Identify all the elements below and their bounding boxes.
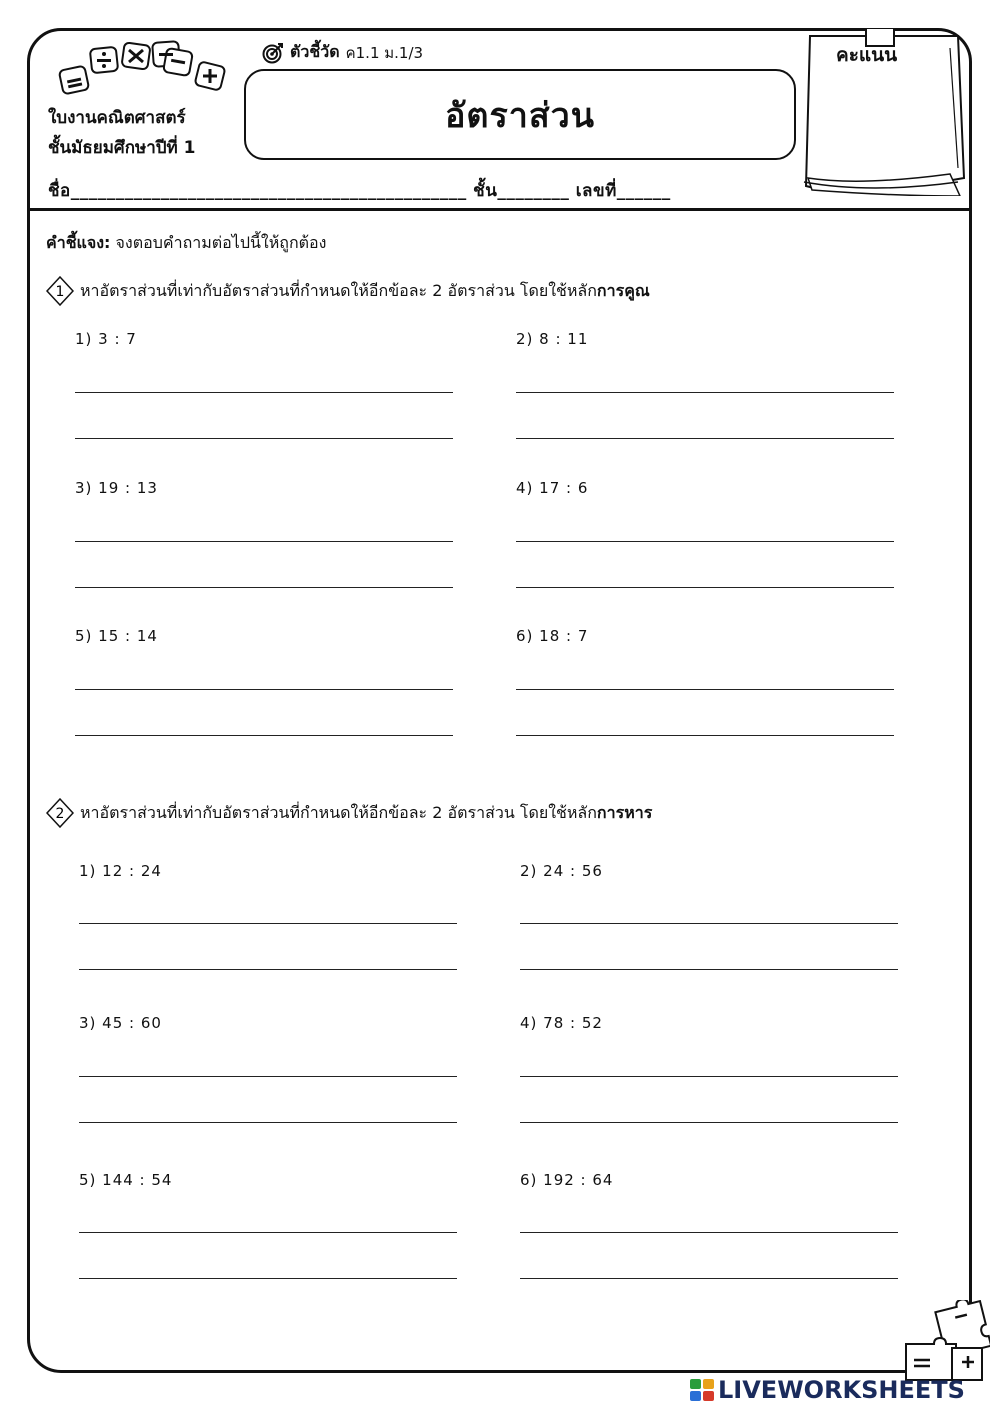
- problem-2-1: 1) 12 : 24: [79, 862, 162, 880]
- answer-line[interactable]: [520, 1122, 898, 1123]
- target-icon: [262, 42, 284, 64]
- dice-math-icon: [55, 40, 230, 105]
- answer-line[interactable]: [75, 735, 453, 736]
- grade-level: ชั้นมัธยมศึกษาปีที่ 1: [48, 138, 196, 158]
- header-divider: [27, 208, 972, 211]
- diamond-number-badge: [46, 798, 74, 828]
- puzzle-icon: [900, 1300, 990, 1385]
- answer-line[interactable]: [516, 587, 894, 588]
- problem-1-1: 1) 3 : 7: [75, 330, 137, 348]
- indicator-code: ค1.1 ม.1/3: [345, 43, 424, 62]
- page-title: อัตราส่วน: [244, 69, 796, 160]
- section-1-heading: [46, 276, 650, 306]
- answer-line[interactable]: [75, 689, 453, 690]
- problem-1-6: 6) 18 : 7: [516, 627, 589, 645]
- problem-1-5: 5) 15 : 14: [75, 627, 158, 645]
- score-label: คะแนน: [836, 44, 898, 66]
- answer-line[interactable]: [516, 689, 894, 690]
- instruction-text: จงตอบคำถามต่อไปนี้ให้ถูกต้อง: [110, 233, 327, 252]
- problem-2-3: 3) 45 : 60: [79, 1014, 162, 1032]
- liveworksheets-logo-icon: [690, 1379, 714, 1401]
- answer-line[interactable]: [79, 969, 457, 970]
- problem-1-2: 2) 8 : 11: [516, 330, 589, 348]
- section-2-text: หาอัตราส่วนที่เท่ากับอัตราส่วนที่กำหนดให้อีกข้อละ 2 อัตราส่วน โดยใช้หลัก: [80, 802, 597, 822]
- section-1-text: หาอัตราส่วนที่เท่ากับอัตราส่วนที่กำหนดให้อีกข้อละ 2 อัตราส่วน โดยใช้หลัก: [80, 280, 597, 300]
- answer-line[interactable]: [79, 1076, 457, 1077]
- answer-line[interactable]: [520, 1076, 898, 1077]
- problem-2-6: 6) 192 : 64: [520, 1171, 614, 1189]
- problem-1-3: 3) 19 : 13: [75, 479, 158, 497]
- problem-2-5: 5) 144 : 54: [79, 1171, 173, 1189]
- indicator: [262, 40, 423, 65]
- answer-line[interactable]: [79, 923, 457, 924]
- subject-name: ใบงานคณิตศาสตร์: [48, 108, 186, 128]
- answer-line[interactable]: [516, 541, 894, 542]
- answer-line[interactable]: [516, 438, 894, 439]
- answer-line[interactable]: [75, 438, 453, 439]
- watermark-text: LIVEWORKSHEETS: [718, 1376, 965, 1404]
- diamond-number-badge: [46, 276, 74, 306]
- instruction: [46, 231, 326, 256]
- answer-line[interactable]: [516, 392, 894, 393]
- answer-line[interactable]: [79, 1232, 457, 1233]
- problem-1-4: 4) 17 : 6: [516, 479, 589, 497]
- watermark: [690, 1376, 965, 1404]
- answer-line[interactable]: [520, 1232, 898, 1233]
- instruction-label: คำชี้แจง:: [46, 233, 111, 252]
- indicator-label: ตัวชี้วัด: [290, 42, 340, 61]
- problem-2-2: 2) 24 : 56: [520, 862, 603, 880]
- answer-line[interactable]: [79, 1122, 457, 1123]
- answer-line[interactable]: [75, 587, 453, 588]
- name-class-number-row[interactable]: ชื่อ____________________________________________ ชั้น________ เลขที่______: [48, 181, 671, 201]
- answer-line[interactable]: [520, 923, 898, 924]
- answer-line[interactable]: [75, 392, 453, 393]
- problem-2-4: 4) 78 : 52: [520, 1014, 603, 1032]
- section-2-heading: [46, 798, 652, 828]
- answer-line[interactable]: [520, 969, 898, 970]
- answer-line[interactable]: [75, 541, 453, 542]
- subject-block: [48, 103, 196, 163]
- svg-text:2: 2: [55, 806, 65, 822]
- section-2-method: การหาร: [596, 802, 653, 822]
- answer-line[interactable]: [516, 735, 894, 736]
- section-1-method: การคูณ: [596, 280, 650, 300]
- answer-line[interactable]: [79, 1278, 457, 1279]
- answer-line[interactable]: [520, 1278, 898, 1279]
- svg-text:1: 1: [55, 284, 65, 300]
